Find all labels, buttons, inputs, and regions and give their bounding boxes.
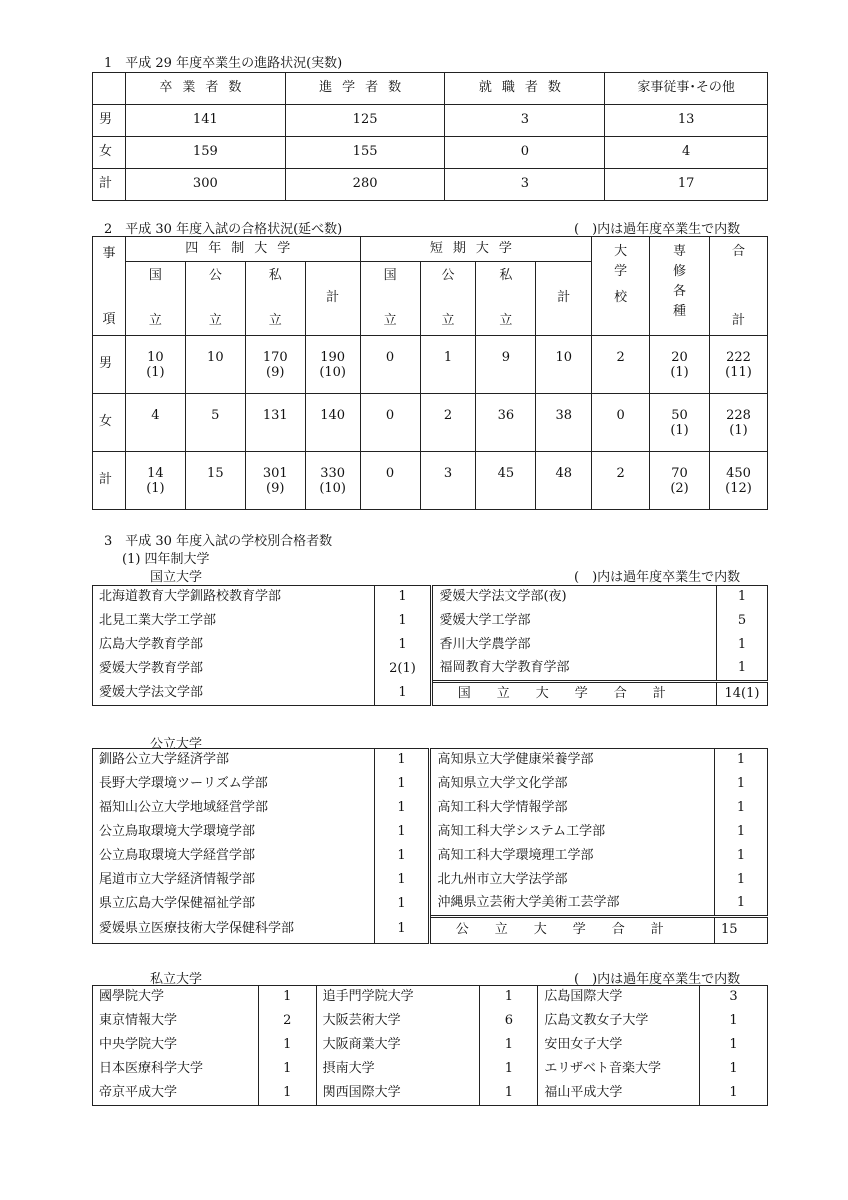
private-univ-title: 私立大学 <box>150 972 203 987</box>
table-row: 帝京平成大学 1 関西国際大学 1 福山平成大学 1 <box>93 1082 768 1106</box>
national-total-label: 国立大学合計 <box>432 682 717 706</box>
header-vocational: 専 修 各 種 <box>650 237 710 336</box>
section2-heading: 2 平成 30 年度入試の合格状況(延べ数) <box>104 222 343 237</box>
national-univ-title: 国立大学 <box>150 570 203 585</box>
table-row: 尾道市立大学経済情報学部 1 北九州市立大学法学部 1 <box>93 869 768 893</box>
table-row: 男 141 125 3 13 <box>93 105 768 137</box>
table-row: 県立広島大学保健福祉学部 1 沖縄県立芸術大学美術工芸学部 1 <box>93 893 768 917</box>
header-jiko-bottom: 項 <box>93 262 126 336</box>
table-row: 中央学院大学 1 大阪商業大学 1 安田女子大学 1 <box>93 1034 768 1058</box>
header-advancing: 進学者数 <box>285 73 445 105</box>
public-total-label: 公立大学合計 <box>430 917 715 944</box>
public-univ-table <box>92 748 768 944</box>
section2-note: ( )内は過年度卒業生で内数 <box>574 222 741 237</box>
header-jiko: 事 <box>93 237 126 262</box>
table-row: 北海道教育大学釧路校教育学部 1 愛媛大学法文学部(夜) 1 <box>93 586 768 610</box>
admission-results-table: 事 四年制大学 短期大学 大 学 校 専 修 各 種 合 計 項 国 立 公 立 私 立 計 国 立 公 立 私 立 計 男 10 (1) 10 170 (9) 190 (10) 0 1 9 10 2 20 (1) 222 (11) 女 4 5 131 140 0 2 36 38 0 50 (1) 228 (1) 計 14 (1) 15 301 (9) 330 (10) 0 3 45 48 2 70 (2) 450 (12) <box>92 236 768 510</box>
table-row: 女 159 155 0 4 <box>93 137 768 169</box>
national-total-value: 14(1) <box>717 682 768 706</box>
table-row: 長野大学環境ツーリズム学部 1 高知県立大学文化学部 1 <box>93 773 768 797</box>
header-four-year: 四年制大学 <box>125 237 360 262</box>
header-other: 家事従事･その他 <box>605 73 768 105</box>
section3-subheading: (1) 四年制大学 <box>122 552 210 567</box>
public-univ-title: 公立大学 <box>150 737 203 752</box>
header-junior-college: 短期大学 <box>360 237 592 262</box>
table-row: 公立鳥取環境大学経営学部 1 高知工科大学環境理工学部 1 <box>93 845 768 869</box>
table-row: 計 14 (1) 15 301 (9) 330 (10) 0 3 45 48 2 70 (2) 450 (12) <box>93 452 768 510</box>
table-row: 日本医療科学大学 1 摂南大学 1 エリザベト音楽大学 1 <box>93 1058 768 1082</box>
table-row: 北見工業大学工学部 1 愛媛大学工学部 5 <box>93 610 768 634</box>
national-note: ( )内は過年度卒業生で内数 <box>574 570 741 585</box>
section3-heading: 3 平成 30 年度入試の学校別合格者数 <box>104 534 333 549</box>
table-row: 東京情報大学 2 大阪芸術大学 6 広島文教女子大学 1 <box>93 1010 768 1034</box>
public-total-value: 15 <box>715 917 768 944</box>
section1-heading: 1 平成 29 年度卒業生の進路状況(実数) <box>104 56 343 71</box>
header-total: 合 計 <box>710 237 768 336</box>
national-univ-table <box>92 585 768 706</box>
table-row: 愛媛大学教育学部 2(1) 福岡教育大学教育学部 1 <box>93 658 768 682</box>
graduate-status-table <box>92 72 768 201</box>
private-note: ( )内は過年度卒業生で内数 <box>574 972 741 987</box>
table-row: 愛媛県立医療技術大学保健科学部 1 公立大学合計 15 <box>93 917 768 944</box>
table-row: 國學院大学 1 追手門学院大学 1 広島国際大学 3 <box>93 986 768 1010</box>
header-univ-school: 大 学 校 <box>592 237 650 336</box>
table-row: 釧路公立大学経済学部 1 高知県立大学健康栄養学部 1 <box>93 749 768 773</box>
private-univ-table <box>92 985 768 1106</box>
table-row: 女 4 5 131 140 0 2 36 38 0 50 (1) 228 (1) <box>93 394 768 452</box>
header-employed: 就職者数 <box>445 73 605 105</box>
table-row: 男 10 (1) 10 170 (9) 190 (10) 0 1 9 10 2 20 (1) 222 (11) <box>93 336 768 394</box>
table-row: 福知山公立大学地域経営学部 1 高知工科大学情報学部 1 <box>93 797 768 821</box>
table-row: 計 300 280 3 17 <box>93 169 768 201</box>
table-row: 愛媛大学法文学部 1 国立大学合計 14(1) <box>93 682 768 706</box>
table-row: 公立鳥取環境大学環境学部 1 高知工科大学システム工学部 1 <box>93 821 768 845</box>
table-row: 広島大学教育学部 1 香川大学農学部 1 <box>93 634 768 658</box>
header-graduates: 卒業者数 <box>125 73 285 105</box>
